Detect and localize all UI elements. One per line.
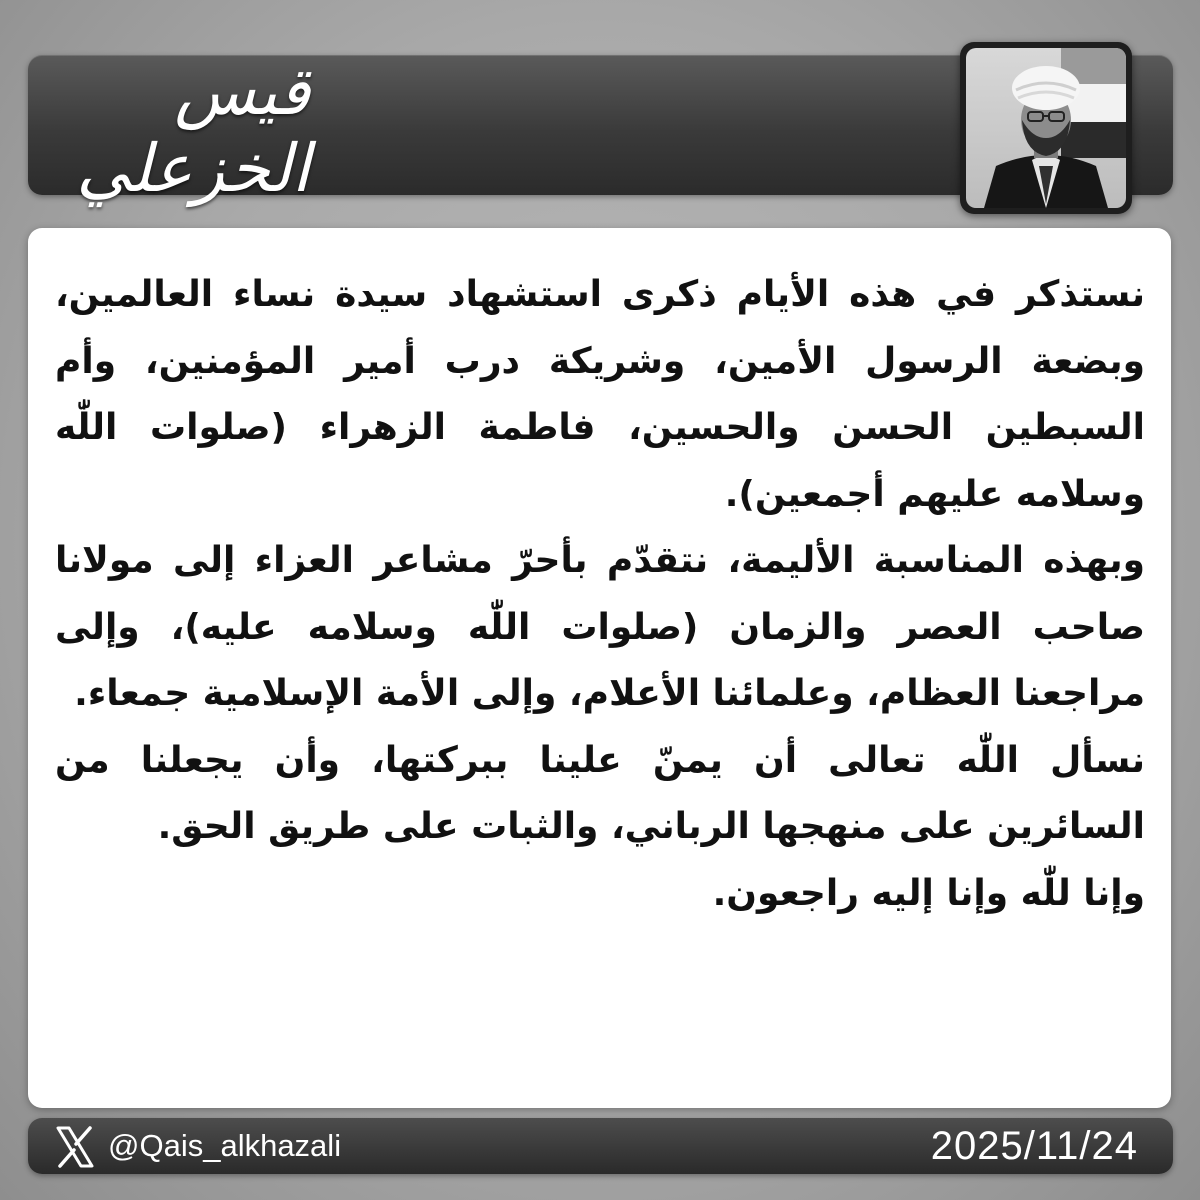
calligraphy-name-logo: قيس الخزعلي [76,53,310,207]
statement-paragraph: نستذكر في هذه الأيام ذكرى استشهاد سيدة نساء العالمين، وبضعة الرسول الأمين، وشريكة درب أمير المؤمنين، وأم السبطين الحسن والحسين، فاطمة الزهراء (صلوات اللّٰه وسلامه عليهم أجمعين). [55,274,1145,515]
statement-paragraph: وبهذه المناسبة الأليمة، نتقدّم بأحرّ مشاعر العزاء إلى مولانا صاحب العصر والزمان (صلوات اللّٰه وسلامه عليه)، وإلى مراجعنا العظام، وعلمائنا الأعلام، وإلى الأمة الإسلامية جمعاء. [55,540,1145,714]
avatar-frame [960,42,1132,214]
avatar [966,48,1126,208]
post-date: 2025/11/24 [930,1123,1138,1168]
x-logo-icon[interactable] [52,1124,98,1170]
statement-text [55,262,1145,927]
portrait-icon [966,48,1126,208]
statement-paragraph: نسأل اللّٰه تعالى أن يمنّ علينا ببركتها، وأن يجعلنا من السائرين على منهجها الرباني، والثبات على طريق الحق. [55,739,1145,847]
statement-paragraph: وإنا للّٰه وإنا إليه راجعون. [712,872,1145,914]
account-handle[interactable]: @Qais_alkhazali [108,1128,342,1163]
